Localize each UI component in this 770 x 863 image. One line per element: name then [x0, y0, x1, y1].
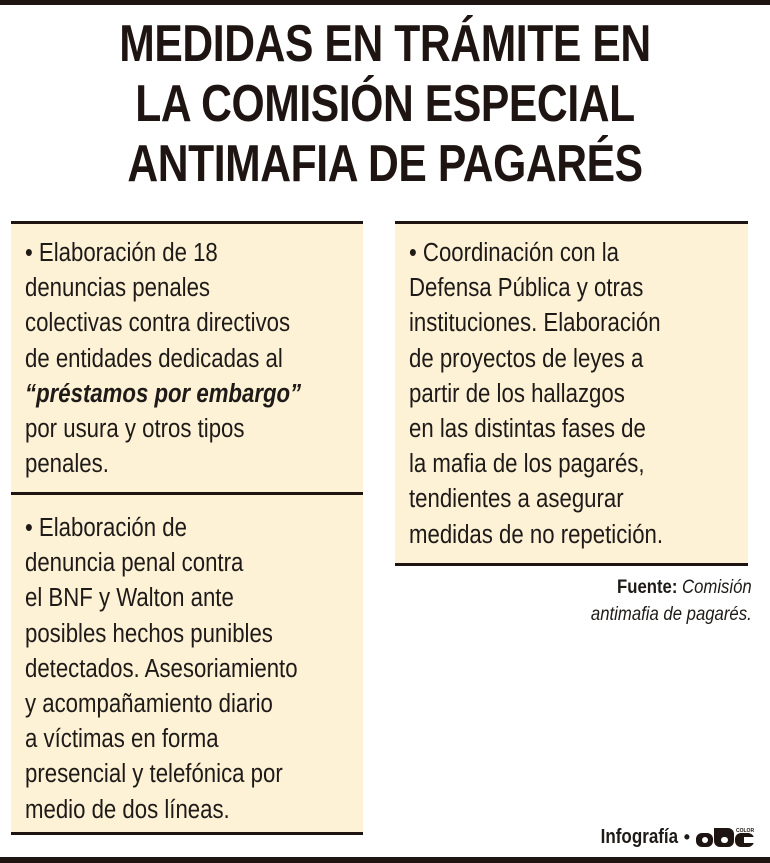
- headline-line-3: ANTIMAFIA DE PAGARÉS: [127, 135, 643, 193]
- text-line: medidas de no repetición.: [409, 520, 664, 549]
- text-line: presencial y telefónica por: [25, 760, 283, 789]
- measure-text: [25, 511, 298, 828]
- source-text: Comisión: [682, 577, 752, 598]
- text-line: posibles hechos punibles: [25, 619, 273, 648]
- measure-box-bnf-walton: [11, 492, 363, 835]
- text-line: de entidades dedicadas al: [25, 344, 283, 373]
- headline-line-2: LA COMISIÓN ESPECIAL: [135, 75, 635, 133]
- headline: [69, 14, 700, 194]
- abc-color-logo-icon: [696, 826, 754, 848]
- text-line: • Elaboración de 18: [25, 239, 218, 267]
- measure-text: [409, 236, 663, 553]
- text-line: el BNF y Walton ante: [25, 584, 234, 613]
- text-line: instituciones. Elaboración: [409, 309, 661, 338]
- headline-line-1: MEDIDAS EN TRÁMITE EN: [119, 15, 651, 73]
- top-rule: [0, 0, 770, 5]
- text-line: partir de los hallazgos: [409, 379, 625, 408]
- text-line: medio de dos líneas.: [25, 795, 230, 824]
- text-line: Defensa Pública y otras: [409, 274, 644, 303]
- text-line: colectivas contra directivos: [25, 309, 291, 338]
- text-line: denuncia penal contra: [25, 549, 244, 578]
- credit-label: Infografía: [600, 825, 678, 848]
- separator-dot: •: [683, 826, 690, 847]
- text-line: la mafia de los pagarés,: [409, 450, 645, 479]
- source-note: [591, 574, 752, 628]
- credit: [587, 824, 754, 850]
- measure-box-criminal-complaints: [11, 221, 363, 495]
- emphasis-text: “préstamos por embargo”: [25, 379, 302, 408]
- text-line: denuncias penales: [25, 274, 211, 303]
- source-text-2: antimafia de pagarés.: [591, 604, 752, 625]
- text-line: en las distintas fases de: [409, 415, 646, 444]
- text-line: de proyectos de leyes a: [409, 344, 644, 373]
- text-line: y acompañamiento diario: [25, 690, 273, 719]
- source-label: Fuente:: [617, 577, 678, 598]
- text-line: • Coordinación con la: [409, 239, 620, 267]
- text-line: penales.: [25, 450, 109, 479]
- measure-text: [25, 236, 301, 482]
- text-line: a víctimas en forma: [25, 725, 219, 754]
- text-line: detectados. Asesoriamiento: [25, 654, 298, 683]
- svg-text:COLOR: COLOR: [736, 828, 754, 834]
- measure-box-coordination: [395, 221, 748, 566]
- text-line: • Elaboración de: [25, 514, 187, 542]
- text-line: tendientes a asegurar: [409, 485, 624, 514]
- text-line: por usura y otros tipos: [25, 415, 245, 444]
- bottom-rule: [0, 857, 770, 863]
